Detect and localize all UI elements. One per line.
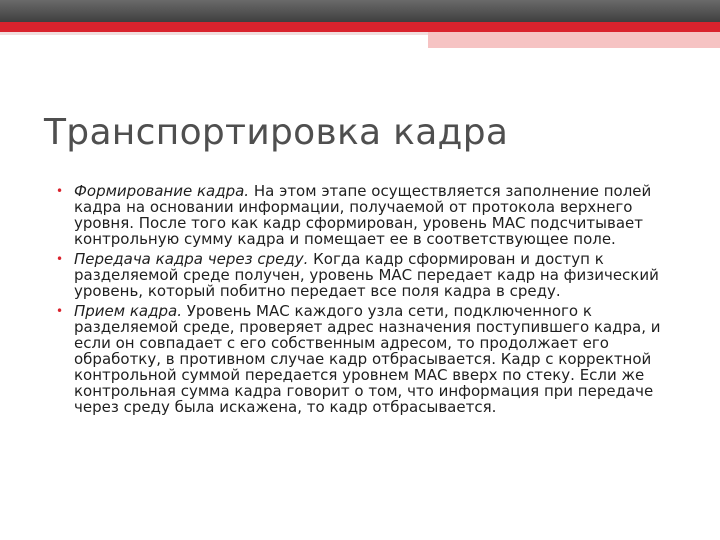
bullet-list [52,183,684,419]
bullet-term: Формирование кадра. [74,182,250,200]
bullet-item-frame-formation [52,183,684,247]
bullet-dot-icon: • [56,184,64,198]
bullet-dot-icon: • [56,304,64,318]
header-band-dark [0,0,720,22]
bullet-item-frame-transmission [52,251,684,299]
bullet-term: Передача кадра через среду. [74,250,309,268]
header-band-red [0,22,720,32]
bullet-item-frame-reception [52,303,684,415]
header-band-pink [428,32,720,48]
header-band-light [0,32,428,35]
slide-title: Транспортировка кадра [44,112,509,153]
bullet-text: Уровень МАС каждого узла сети, подключенного к разделяемой среде, проверяет адрес назначения поступившего кадра, и если он совпадает с его собственным адресом, то продолжает его обработку, в противном случае кадр отбрасывается. Кадр с корректной контрольной суммой передается уровнем МАС вверх по стеку. Если же контрольная сумма кадра говорит о том, что информация при передаче через среду была искажена, то кадр отбрасывается. [74,302,661,416]
bullet-text: На этом этапе осуществляется заполнение полей кадра на основании информации, получаемой от протокола верхнего уровня. После того как кадр сформирован, уровень МАС подсчитывает контрольную сумму кадра и помещает ее в соответствующее поле. [74,182,652,248]
bullet-text: Когда кадр сформирован и доступ к разделяемой среде получен, уровень МАС передает кадр на физический уровень, который побитно передает все поля кадра в среду. [74,250,659,300]
bullet-dot-icon: • [56,252,64,266]
bullet-term: Прием кадра. [74,302,182,320]
